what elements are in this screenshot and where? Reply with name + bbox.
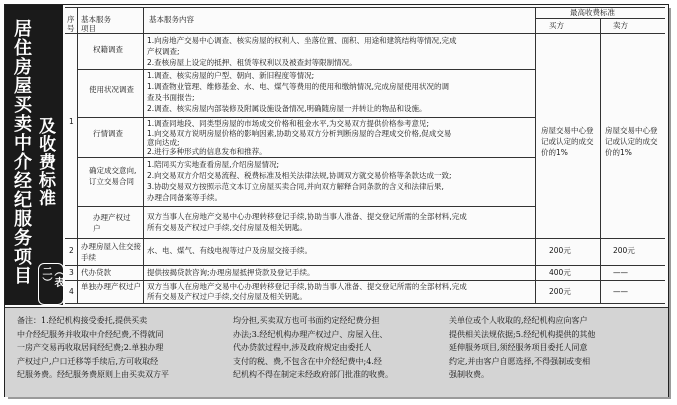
item-name: 使用状况调查	[89, 85, 134, 94]
item-line: 办理合同备案等手续。	[147, 193, 222, 202]
header-basic: 基本服务项目	[81, 15, 111, 33]
header-max-fee: 最高收费标准	[570, 8, 615, 17]
item-line: 2.进行多种形式的信息发布和推荐。	[147, 147, 267, 156]
item-line: 意向达成;	[147, 138, 180, 147]
row4-fee-buyer: 200元	[549, 287, 571, 296]
main-title: 居住房屋买卖中介经纪服务项目	[11, 19, 32, 285]
header-content: 基本服务内容	[149, 15, 194, 24]
item-line: 1.调查物业管理、维修基金、水、电、煤气等费用的使用和缴纳情况,完成房屋使用状况的调	[147, 82, 450, 91]
row4-fee-seller: ——	[613, 287, 628, 296]
rule	[65, 238, 665, 239]
row1-fee-buyer: 房屋交易中心登记或认定的成交价的1%	[541, 126, 594, 157]
item-line: 2.查核房屋上设定的抵押、租赁等权利以及被查封等限制情况。	[147, 58, 357, 67]
row3-text: 提供按揭贷款咨询;办理房屋抵押贷款及登记手续。	[147, 268, 315, 277]
rule	[77, 157, 535, 158]
rule	[65, 280, 665, 281]
row4-name: 单独办理产权过户	[81, 282, 141, 291]
header-index: 序号	[67, 15, 75, 33]
note-line: 产权过户,户口迁移等手续后,方可收取经	[17, 356, 159, 366]
rule	[535, 7, 536, 303]
rule	[77, 7, 78, 303]
item-line: 1.调查同地段、同类型房屋的市场成交价格和租金水平,为交易双方提供价格参考意见;	[147, 119, 430, 128]
notes-column	[233, 314, 439, 382]
notes-column	[17, 314, 223, 382]
note-line: 提供相关法规依据;5.经纪机构提供的其他	[449, 329, 596, 339]
notes-panel	[5, 307, 668, 397]
header-seller: 卖方	[613, 21, 628, 30]
item-line: 2.向交易双方介绍交易流程、税费标准及相关法律法规,协调双方就交易价格等条款达成一致;	[147, 171, 452, 180]
table-tag: （表二）	[38, 263, 64, 305]
rule	[65, 265, 665, 266]
item-line: 3.协助交易双方按照示范文本订立房屋买卖合同,并向双方解释合同条款的含义和法律后果,	[147, 182, 444, 191]
row3-name: 代办贷款	[81, 268, 111, 277]
note-line: 办法;3.经纪机构办理产权过户、房屋入住、	[233, 329, 388, 339]
item-line: 2.调查、核实房屋内部装修及附属设施设备情况,明确随房屋一并转让的物品和设施。	[147, 104, 427, 113]
note-line: 代办贷款过程中,涉及政府规定由委托人	[233, 343, 372, 352]
row1-index: 1	[69, 117, 74, 126]
note-line: 中介经纪服务并收取中介经纪费,不得就同	[17, 329, 164, 339]
item-line: 所有交易及产权过户手续,交付房屋及相关钥匙。	[147, 223, 307, 232]
item-line: 查及书面报告;	[147, 93, 195, 102]
note-line: 关单位或个人收取的,经纪机构应向客户	[449, 316, 588, 325]
item-line: 1.调查、核实房屋的户型、朝向、新旧程度等情况;	[147, 71, 315, 80]
title-band	[5, 5, 63, 305]
row2-fee-seller: 200元	[613, 246, 635, 255]
row4-index: 4	[69, 287, 74, 296]
notice-frame	[4, 4, 669, 397]
rule	[77, 117, 535, 118]
item-name: 行情调查	[93, 129, 123, 138]
item-line: 所有交易及产权过户手续,交付房屋及相关钥匙。	[147, 292, 307, 301]
item-line: 1.陪同买方实地查看房屋,介绍房屋情况;	[147, 160, 280, 169]
row2-index: 2	[69, 246, 74, 255]
item-line: 产权调查;	[147, 47, 180, 56]
note-line: 均分担,买卖双方也可书面约定经纪费分担	[233, 316, 380, 325]
rule	[143, 7, 144, 303]
row1-fee-seller: 房屋交易中心登记或认定的成交价的1%	[605, 126, 658, 157]
row2-fee-buyer: 200元	[549, 246, 571, 255]
item-line: 双方当事人在房地产交易中心办理转移登记手续,协助当事人准备、提交登记所需的全部材料,完成	[147, 282, 467, 291]
item-name: 权籍调查	[93, 45, 123, 54]
row3-index: 3	[69, 268, 74, 277]
header-buyer: 买方	[549, 21, 564, 30]
rule	[65, 33, 665, 34]
note-line: 延伸服务项目,须经服务项目委托人同意	[449, 343, 588, 352]
row2-name: 办理房屋入住交接手续	[81, 242, 141, 262]
rule	[600, 18, 601, 303]
note-line: 纪机构不得在制定未经政府部门批准的收费。	[233, 370, 393, 379]
item-line: 1.向房地产交易中心调查、核实房屋的权利人、坐落位置、面积、用途和建筑结构等情况,完成	[147, 36, 457, 45]
row3-fee-buyer: 400元	[549, 268, 571, 277]
fee-table	[65, 7, 665, 303]
rule	[65, 303, 665, 304]
notes-column	[449, 314, 655, 382]
item-line: 1.向交易双方说明房屋价格的影响因素,协助交易双方分析判断房屋的合理成交价格,促成交易	[147, 129, 452, 138]
note-line: 强制收费。	[449, 370, 489, 379]
note-line: 备注：1.经纪机构接受委托,提供买卖	[17, 316, 148, 325]
rule	[77, 206, 535, 207]
rule	[77, 69, 535, 70]
item-name: 确定成交意向,订立交易合同	[89, 166, 137, 186]
sub-title: 及收费标准	[35, 117, 55, 207]
note-line: 支付的税、费,不包含在中介经纪费中;4.经	[233, 356, 382, 366]
item-line: 双方当事人在房地产交易中心办理转移登记手续,协助当事人准备、提交登记所需的全部材料,完成	[147, 212, 467, 221]
row3-fee-seller: ——	[613, 268, 628, 277]
note-line: 一房产交易再收取居间经纪费;2.单独办理	[17, 343, 164, 352]
note-line: 约定,并由客户自愿选择,不得强制或变相	[449, 356, 591, 366]
note-line: 纪服务费。经纪服务费原则上由买卖双方平	[17, 370, 169, 379]
row2-text: 水、电、煤气、有线电视等过户及房屋交接手续。	[147, 246, 312, 255]
item-name: 办理产权过户	[93, 213, 131, 233]
